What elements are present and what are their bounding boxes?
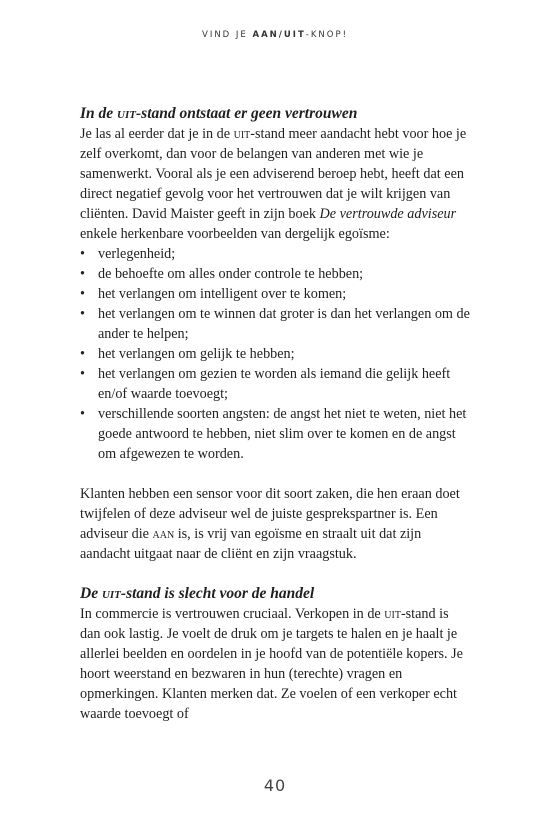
heading-smallcaps: uit [101,585,121,602]
list-item: • verschillende soorten angsten: de angst het niet te weten, niet het goede antwoord te hebben, niet slim over te komen en de angst om afgewezen te worden. [80,404,470,464]
paragraph-intro [80,124,470,244]
running-head [0,30,550,40]
page-content [80,104,470,724]
paragraph-clients [80,484,470,564]
list-item: • het verlangen om te winnen dat groter is dan het verlangen om de ander te helpen; [80,304,470,344]
paragraph-commerce [80,604,470,724]
smallcaps-text: aan [152,526,175,542]
smallcaps-text: uit [384,606,401,622]
list-item: • het verlangen om gezien te worden als iemand die gelijk heeft en/of waarde toevoegt; [80,364,470,404]
heading-text: In de [80,105,118,122]
book-title: De vertrouwde adviseur [319,206,457,222]
text: is, is vrij van egoïsme en straalt uit dat zijn aandacht uitgaat naar de cliënt en zijn vraagstuk. [80,526,422,562]
list-item: • het verlangen om intelligent over te komen; [80,284,470,304]
text: enkele herkenbare voorbeelden van dergelijk egoïsme: [80,226,390,242]
running-head-suffix: -KNOP! [305,30,348,40]
text: In commercie is vertrouwen cruciaal. Verkopen in de [80,606,385,622]
text: -stand is dan ook lastig. Je voelt de druk om je targets te halen en je haalt je allerlei beelden en oordelen in je hoofd van de potentiële kopers. Je hoort weerstand en bezwaren in hun (terechte) vragen en opmerkingen. Klanten merken dat. Ze voelen of een verkoper echt waarde toevoegt of [80,606,463,722]
section-heading-trust [80,104,470,124]
bullet-list [80,244,470,464]
running-head-prefix: VIND JE [202,30,253,40]
list-item: • verlegenheid; [80,244,470,264]
text: -stand meer aandacht hebt voor hoe je zelf overkomt, dan voor de belangen van anderen met wie je samenwerkt. Vooral als je een adviserend beroep hebt, heeft dat een direct negatief gevolg voor het vertrouwen dat je wilt krijgen van cliënten. David Maister geeft in zijn boek [80,126,467,222]
heading-smallcaps: uit [117,105,136,122]
list-item: • de behoefte om alles onder controle te hebben; [80,264,470,284]
list-item: • het verlangen om gelijk te hebben; [80,344,470,364]
heading-text: -stand ontstaat er geen vertrouwen [136,105,358,122]
running-head-bold: AAN/UIT [252,30,306,40]
heading-text: -stand is slecht voor de handel [120,585,315,602]
page-number: 40 [263,776,287,795]
smallcaps-text: uit [233,126,251,142]
section-heading-trade [80,584,470,604]
text: Je las al eerder dat je in de [80,126,234,142]
text: Klanten hebben een sensor voor dit soort zaken, die hen eraan doet twijfelen of deze adviseur wel de juiste gesprekspartner is. Een adviseur die [80,486,460,542]
heading-text: De [80,585,102,602]
